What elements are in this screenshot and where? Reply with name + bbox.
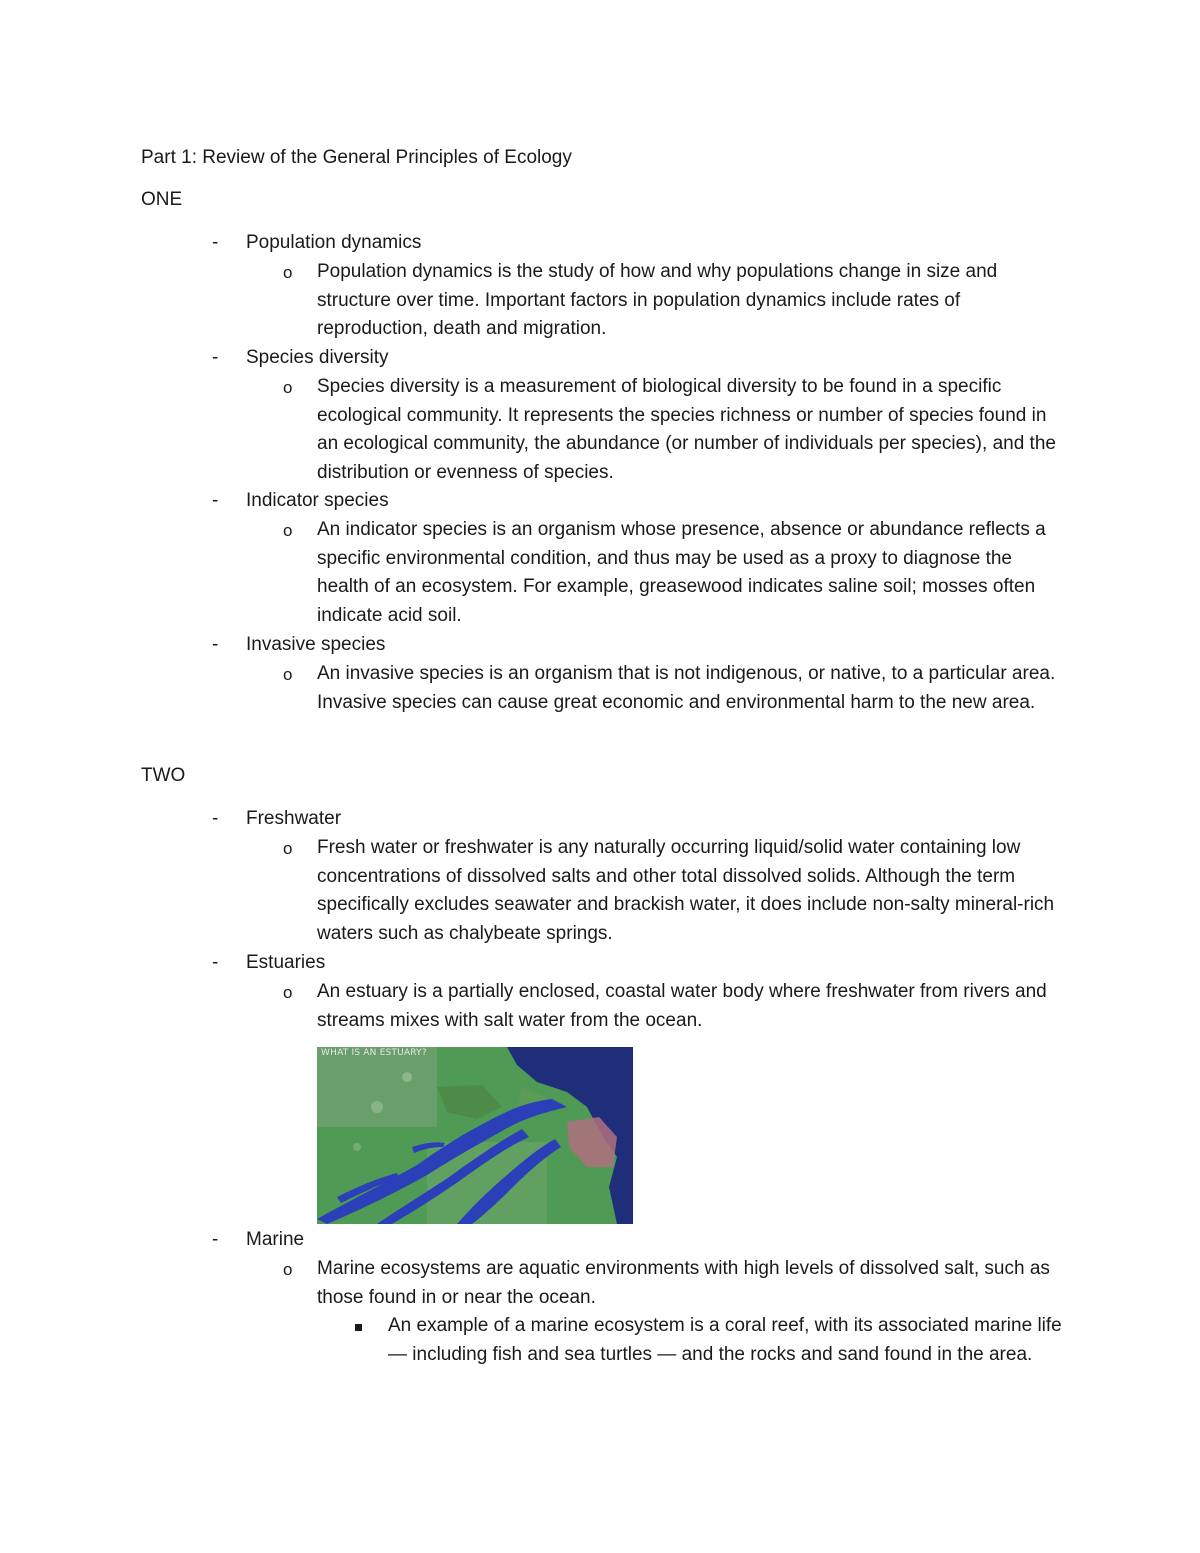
description-freshwater: Fresh water or freshwater is any naturally occurring liquid/solid water containing low concentrations of dissolved salts and other total dissolved solids. Although the term specifically excludes seawater and brackish water, it does include non-salty mineral-rich waters such as chalybeate springs. — [317, 837, 1055, 944]
description-estuaries: An estuary is a partially enclosed, coastal water body where freshwater from rivers and streams mixes with salt water from the ocean. — [317, 981, 1047, 1031]
topic-invasive-species: Invasive species — [246, 634, 386, 655]
list-circle: o — [283, 1260, 293, 1279]
topic-species-diversity: Species diversity — [246, 347, 389, 368]
description-indicator-species: An indicator species is an organism whose presence, absence or abundance reflects a specific environmental condition, and thus may be used as a proxy to diagnose the health of an ecosystem. For example, greasewood indicates saline soil; mosses often indicate acid soil. — [317, 519, 1046, 626]
list-circle: o — [283, 378, 293, 397]
topic-population-dynamics: Population dynamics — [246, 232, 422, 253]
list-circle: o — [283, 263, 293, 282]
list-dash: - — [212, 634, 219, 655]
section-label-two: TWO — [141, 765, 186, 786]
list-dash: - — [212, 232, 219, 253]
description-species-diversity: Species diversity is a measurement of biological diversity to be found in a specific ecological community. It represents the species richness or number of species found in an ecological community, the abundance (or number of individuals per species), and the distribution or evenness of species. — [317, 376, 1056, 483]
page-title: Part 1: Review of the General Principles of Ecology — [141, 147, 572, 168]
figure-caption: WHAT IS AN ESTUARY? — [321, 1048, 427, 1058]
list-dash: - — [212, 347, 219, 368]
topic-freshwater: Freshwater — [246, 808, 342, 829]
list-dash: - — [212, 808, 219, 829]
estuary-satellite-image — [317, 1047, 633, 1224]
list-circle: o — [283, 839, 293, 858]
list-dash: - — [212, 490, 219, 511]
description-invasive-species: An invasive species is an organism that is not indigenous, or native, to a particular area. Invasive species can cause great economic and environmental harm to the new area. — [317, 663, 1056, 713]
example-marine: An example of a marine ecosystem is a coral reef, with its associated marine life — including fish and sea turtles — and the rocks and sand found in the area. — [388, 1315, 1062, 1365]
description-marine: Marine ecosystems are aquatic environments with high levels of dissolved salt, such as those found in or near the ocean. — [317, 1258, 1050, 1308]
list-circle: o — [283, 521, 293, 540]
section-label-one: ONE — [141, 189, 183, 210]
description-population-dynamics: Population dynamics is the study of how and why populations change in size and structure over time. Important factors in population dynamics include rates of reproduction, death and migration. — [317, 261, 998, 340]
list-dash: - — [212, 952, 219, 973]
topic-marine: Marine — [246, 1229, 305, 1250]
list-circle: o — [283, 665, 293, 684]
list-square-bullet — [355, 1324, 362, 1331]
list-circle: o — [283, 983, 293, 1002]
topic-estuaries: Estuaries — [246, 952, 326, 973]
topic-indicator-species: Indicator species — [246, 490, 389, 511]
estuary-map-graphic — [317, 1047, 633, 1224]
list-dash: - — [212, 1229, 219, 1250]
